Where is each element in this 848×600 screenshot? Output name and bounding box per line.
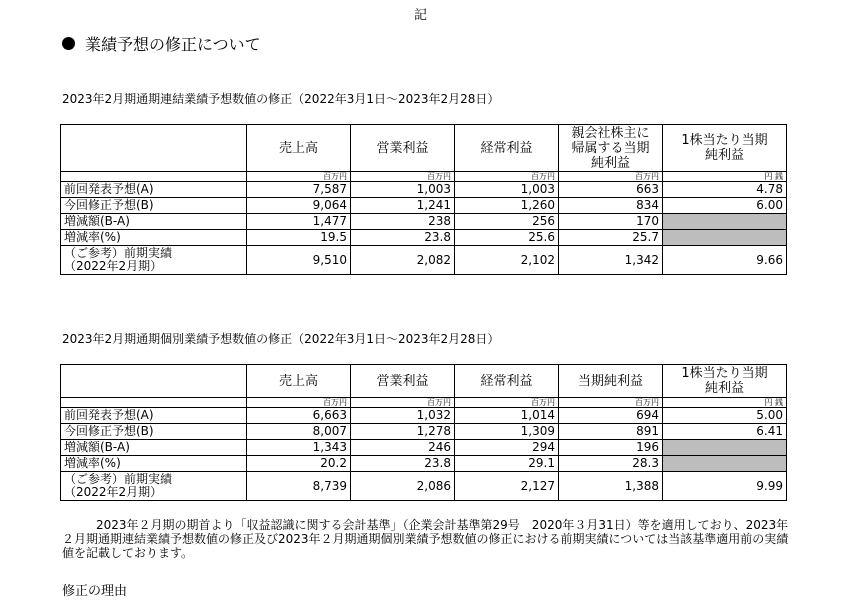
value-cell: 2,086 <box>351 472 455 501</box>
value-cell: 1,032 <box>351 408 455 424</box>
table-row <box>61 214 787 230</box>
value-cell: 19.5 <box>247 230 351 246</box>
value-cell: 170 <box>559 214 663 230</box>
row-label: 増減額(B-A) <box>61 440 247 456</box>
section-title: 業績予想の修正について <box>85 35 261 54</box>
value-cell: 9,510 <box>247 246 351 275</box>
value-cell: 6.41 <box>663 424 787 440</box>
value-cell: 25.6 <box>455 230 559 246</box>
unit-cell: 百万円 <box>559 172 663 182</box>
table-row <box>61 472 787 501</box>
table-row <box>61 198 787 214</box>
value-cell: 1,241 <box>351 198 455 214</box>
value-cell: 196 <box>559 440 663 456</box>
column-header: 営業利益 <box>351 365 455 398</box>
header-row <box>61 365 787 398</box>
unit-cell: 百万円 <box>351 172 455 182</box>
column-header: 売上高 <box>247 365 351 398</box>
table-row <box>61 182 787 198</box>
value-cell: 238 <box>351 214 455 230</box>
unit-cell: 百万円 <box>247 398 351 408</box>
unit-cell: 百万円 <box>247 172 351 182</box>
value-cell: 25.7 <box>559 230 663 246</box>
value-cell: 1,003 <box>351 182 455 198</box>
column-header: 1株当たり当期純利益 <box>663 125 787 172</box>
value-cell: 8,739 <box>247 472 351 501</box>
value-cell: 1,342 <box>559 246 663 275</box>
bullet-icon <box>62 37 75 50</box>
row-label: 増減率(%) <box>61 456 247 472</box>
row-label-line: （2022年2月期） <box>64 485 163 499</box>
value-cell: 9.99 <box>663 472 787 501</box>
value-cell: 28.3 <box>559 456 663 472</box>
value-cell <box>663 440 787 456</box>
value-cell: 663 <box>559 182 663 198</box>
column-header: 親会社株主に帰属する当期純利益 <box>559 125 663 172</box>
value-cell: 8,007 <box>247 424 351 440</box>
table-row <box>61 246 787 275</box>
value-cell: 1,343 <box>247 440 351 456</box>
section-heading <box>62 32 261 55</box>
value-cell: 20.2 <box>247 456 351 472</box>
column-header: 経常利益 <box>455 365 559 398</box>
consolidated-caption: 2023年2月期通期連結業績予想数値の修正（2022年3月1日～2023年2月28日） <box>62 92 500 106</box>
individual-forecast-table <box>60 364 787 501</box>
value-cell: 2,102 <box>455 246 559 275</box>
header-blank-cell <box>61 125 247 172</box>
row-label <box>61 472 247 501</box>
column-header: 営業利益 <box>351 125 455 172</box>
revision-reason-heading: 修正の理由 <box>62 584 128 599</box>
table-row <box>61 456 787 472</box>
individual-caption: 2023年2月期通期個別業績予想数値の修正（2022年3月1日～2023年2月28日） <box>62 332 500 346</box>
value-cell: 891 <box>559 424 663 440</box>
row-label: 増減率(%) <box>61 230 247 246</box>
value-cell: 1,388 <box>559 472 663 501</box>
value-cell: 5.00 <box>663 408 787 424</box>
accounting-standard-note: 2023年２月期の期首より「収益認識に関する会計基準」（企業会計基準第29号 2020年３月31日）等を適用しており、2023年２月期通期連結業績予想数値の修正及び2023年２月期通期個別業績予想数値の修正における前期実績については当該基準適用前の実績値を記載しております。 <box>62 518 789 560</box>
value-cell: 1,014 <box>455 408 559 424</box>
column-header: 経常利益 <box>455 125 559 172</box>
unit-row <box>61 172 787 182</box>
row-label <box>61 246 247 275</box>
value-cell: 23.8 <box>351 456 455 472</box>
value-cell: 1,260 <box>455 198 559 214</box>
row-label-line: （2022年2月期） <box>64 259 163 273</box>
value-cell: 9,064 <box>247 198 351 214</box>
unit-label-cell <box>61 398 247 408</box>
value-cell: 9.66 <box>663 246 787 275</box>
value-cell <box>663 456 787 472</box>
value-cell: 29.1 <box>455 456 559 472</box>
unit-cell: 円 銭 <box>663 398 787 408</box>
value-cell: 7,587 <box>247 182 351 198</box>
unit-cell: 百万円 <box>455 172 559 182</box>
consolidated-forecast-table <box>60 124 787 275</box>
table-row <box>61 424 787 440</box>
table-row <box>61 408 787 424</box>
row-label: 今回修正予想(B) <box>61 198 247 214</box>
value-cell: 294 <box>455 440 559 456</box>
value-cell: 694 <box>559 408 663 424</box>
unit-cell: 百万円 <box>455 398 559 408</box>
header-blank-cell <box>61 365 247 398</box>
value-cell: 6.00 <box>663 198 787 214</box>
unit-label-cell <box>61 172 247 182</box>
value-cell: 1,309 <box>455 424 559 440</box>
value-cell: 2,127 <box>455 472 559 501</box>
value-cell <box>663 230 787 246</box>
column-header: 売上高 <box>247 125 351 172</box>
value-cell <box>663 214 787 230</box>
value-cell: 834 <box>559 198 663 214</box>
row-label: 前回発表予想(A) <box>61 408 247 424</box>
value-cell: 1,003 <box>455 182 559 198</box>
table-row <box>61 440 787 456</box>
value-cell: 1,477 <box>247 214 351 230</box>
value-cell: 256 <box>455 214 559 230</box>
row-label-line: （ご参考）前期実績 <box>64 472 173 486</box>
column-header: 当期純利益 <box>559 365 663 398</box>
value-cell: 4.78 <box>663 182 787 198</box>
value-cell: 6,663 <box>247 408 351 424</box>
row-label: 前回発表予想(A) <box>61 182 247 198</box>
row-label: 今回修正予想(B) <box>61 424 247 440</box>
unit-cell: 百万円 <box>351 398 455 408</box>
value-cell: 23.8 <box>351 230 455 246</box>
value-cell: 246 <box>351 440 455 456</box>
table-row <box>61 230 787 246</box>
unit-row <box>61 398 787 408</box>
value-cell: 1,278 <box>351 424 455 440</box>
row-label-line: （ご参考）前期実績 <box>64 246 173 260</box>
unit-cell: 百万円 <box>559 398 663 408</box>
unit-cell: 円 銭 <box>663 172 787 182</box>
column-header: 1株当たり当期純利益 <box>663 365 787 398</box>
row-label: 増減額(B-A) <box>61 214 247 230</box>
notice-marker: 記 <box>414 8 428 23</box>
value-cell: 2,082 <box>351 246 455 275</box>
header-row <box>61 125 787 172</box>
